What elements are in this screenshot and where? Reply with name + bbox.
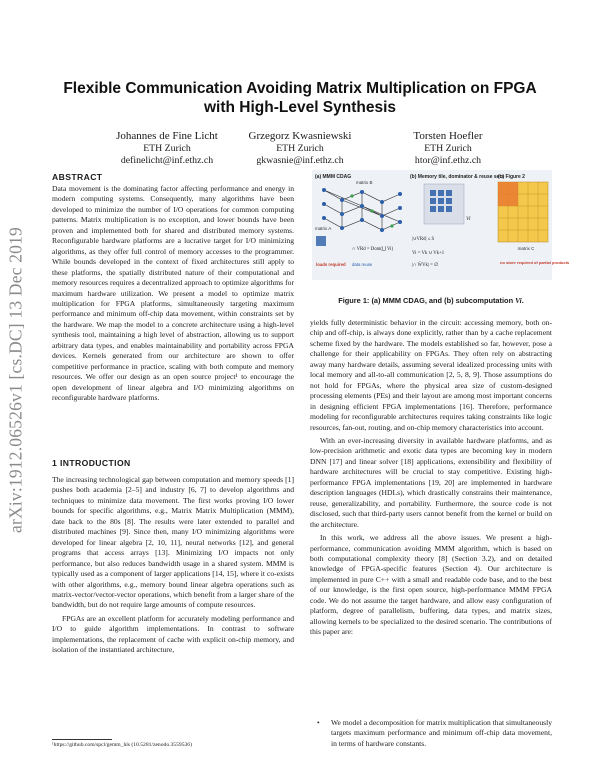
author-affiliation: ETH Zurich [143, 143, 191, 154]
author-email: gkwasnie@inf.ethz.ch [256, 155, 344, 166]
right-column-text [310, 318, 552, 638]
vi-label: Vi [466, 216, 471, 222]
panel-c-title: (c) Figure 2 [498, 174, 525, 180]
contribution-item-1: We model a decomposition for matrix multiplication that simultaneously targets maximum performance and minimum off-chip data movement, in terms of hardware constants. [331, 718, 552, 748]
figure-caption: Figure 1: (a) MMM CDAG, and (b) subcomputation Vi. [338, 296, 524, 305]
paper-title: Flexible Communication Avoiding Matrix Multiplication on FPGA with High-Level Synthesis [63, 80, 537, 116]
author-affiliation: ETH Zurich [424, 143, 472, 154]
matrix-a-label: matrix A [315, 226, 332, 231]
right-paragraph-2: With an ever-increasing diversity in available hardware platforms, and as low-precision arithmetic and exotic data types are becoming key in modern DNN [17] and linear solver [18] applications, extensibility and flexibility of hardware architectures will be crucial to stay competitive. Existing high-performance FPGA implementations [19, 20] are implemented in hardware description languages (HDLs), which drastically constrains their maintenance, reuse, generalizability, and portability. Furthermore, the source code is not disclosed, such that third-party users cannot benefit from the kernel or build on the architecture. [310, 435, 552, 529]
matrix-c-label: matrix C [517, 246, 535, 251]
section-heading: 1 INTRODUCTION [52, 458, 131, 468]
author-affiliation: ETH Zurich [276, 143, 324, 154]
abstract-section [52, 172, 294, 404]
wvi-equation: |∩ W̄Vk| = ∅ [412, 263, 439, 268]
abstract-heading: ABSTRACT [52, 172, 103, 182]
footnote: ¹https://github.com/spcl/gemm_hls (10.5281/zenodo.3559536) [52, 742, 192, 748]
dom-equation: ∩ VRd = Dom(⋃ Vi) [352, 247, 394, 252]
figure-1 [312, 170, 570, 280]
abstract-text: Data movement is the dominating factor affecting performance and energy in modern computing systems. Consequently, many algorithms have been developed to minimize the number of I/O operations for common computing patterns. Matrix multiplication is no exception, and lower bounds have been proven and implemented both for shared and distributed memory systems. Reconfigurable hardware platforms are a lucrative target for I/O minimizing algorithms, as they offer full control of memory accesses to the programmer. While bounds developed in the context of fixed architectures still apply to these platforms, the spatially distributed nature of their computational and memory resources requires a decentralized approach to optimize algorithms for maximum hardware utilization. We present a model to optimize matrix multiplication for FPGA platforms, simultaneously targeting maximum performance and minimum off-chip data movement, within constraints set by the hardware. We map the model to a concrete architecture using a high-level synthesis tool, maintaining a high level of abstraction, allowing us to support arbitrary data types, and enables maintainability and portability across FPGA devices. Kernels generated from our architecture are shown to offer competitive performance in practice, scaling with both compute and memory resources. We offer our design as an open source project¹ to encourage the open development of linear algebra and I/O minimizing algorithms on reconfigurable hardware platforms. [52, 184, 294, 403]
memory-tile-cells [430, 190, 452, 212]
data-reuse-label: data reuse [352, 262, 373, 267]
intro-paragraph-1: The increasing technological gap between computation and memory speeds [1] pushes both academia [2–5] and industry [6, 7] to develop algorithms and techniques to minimize data movement. The first works proving I/O lower bounds for specific algorithms, e.g., Matrix Matrix Multiplication (MMM), date back to the 80s [8]. The results were later extended to parallel and distributed machines [9]. Since then, many I/O minimizing algorithms were developed for linear algebra [2, 10, 11], neural networks [12], and general programs that access arrays [13]. Minimizing I/O impacts not only performance, but also reduces bandwidth usage in a shared system. MMM is typically used as a component of larger applications [14, 15], where it co-exists with other algorithms, e.g., memory bound linear algebra operations such as matrix-vector/vector-vector operations, which benefit from a larger share of the bandwidth, but do not require large amounts of compute resources. [52, 475, 294, 610]
introduction-section [52, 458, 294, 656]
intro-paragraph-2: FPGAs are an excellent platform for accurately modeling performance and I/O to guide algorithm implementations. In contrast to software implementations, the replacement of cache with explicit on-chip memory, and isolation of the instantiated architecture, [52, 613, 294, 655]
bullet-icon: • [317, 718, 320, 727]
author-name: Johannes de Fine Licht [116, 130, 218, 142]
author-name: Grzegorz Kwasniewski [248, 130, 352, 142]
panel-b-title: (b) Memory tile, dominator & reuse sets [410, 174, 504, 180]
footnote-rule [52, 739, 112, 740]
loads-required-label: loads required [316, 262, 346, 267]
matrix-b-label: matrix B [356, 180, 373, 185]
author-email: definelicht@inf.ethz.ch [120, 155, 214, 166]
sum-equation: |∪VRd| ≤ S [412, 237, 435, 242]
matrix-c-grid [498, 182, 548, 242]
contribution-list [310, 718, 552, 749]
right-paragraph-3: In this work, we address all the above issues. We present a high-performance, communication avoiding MMM algorithm, which is based on both computational complexity theory [8] (Section 3.2), and on detailed knowledge of FPGA-specific features (Section 4). Our architecture is implemented in pure C++ with a small and readable code base, and to the best of our knowledge, is the first open source, high-performance MMM FPGA code. We do not assume the target hardware, and allow easy configuration of platform, degree of parallelism, buffering, data types, and matrix sizes, allowing kernels to be specialized to the desired scenario. The contributions of this paper are: [310, 533, 552, 637]
vi-equation: Vi = Vk ∪ Vk+1 [412, 251, 445, 256]
no-store-label: no store required of partial products [500, 260, 570, 265]
right-paragraph-1: yields fully deterministic behavior in the circuit: accessing memory, both on-chip and off-chip, is always done explicitly, rather than by a cache replacement scheme fixed by the hardware. The models established so far, however, pose a challenge for their applicability on FPGAs. They often rely on abstracting away many hardware details, assuming several idealized processing units with local memory and all-to-all communication [2, 5, 8, 9]. Those assumptions do not hold for FPGAs, where the physical area size of custom-designed processing elements (PEs) and their layout are among most important concerns in designing efficient FPGA implementations [16]. Therefore, performance modeling for reconfigurable architectures requires taking constraints like logic resources, fan-out, routing, and on-chip memory characteristics into account. [310, 318, 552, 432]
loads-icon [316, 236, 326, 246]
author-3 [363, 129, 533, 167]
panel-a-title: (a) MMM CDAG [315, 174, 352, 180]
arxiv-watermark: arXiv:1912.06526v1 [cs.DC] 13 Dec 2019 [5, 226, 26, 534]
author-2 [215, 129, 385, 167]
author-name: Torsten Hoefler [413, 130, 483, 142]
author-email: htor@inf.ethz.ch [414, 155, 482, 166]
